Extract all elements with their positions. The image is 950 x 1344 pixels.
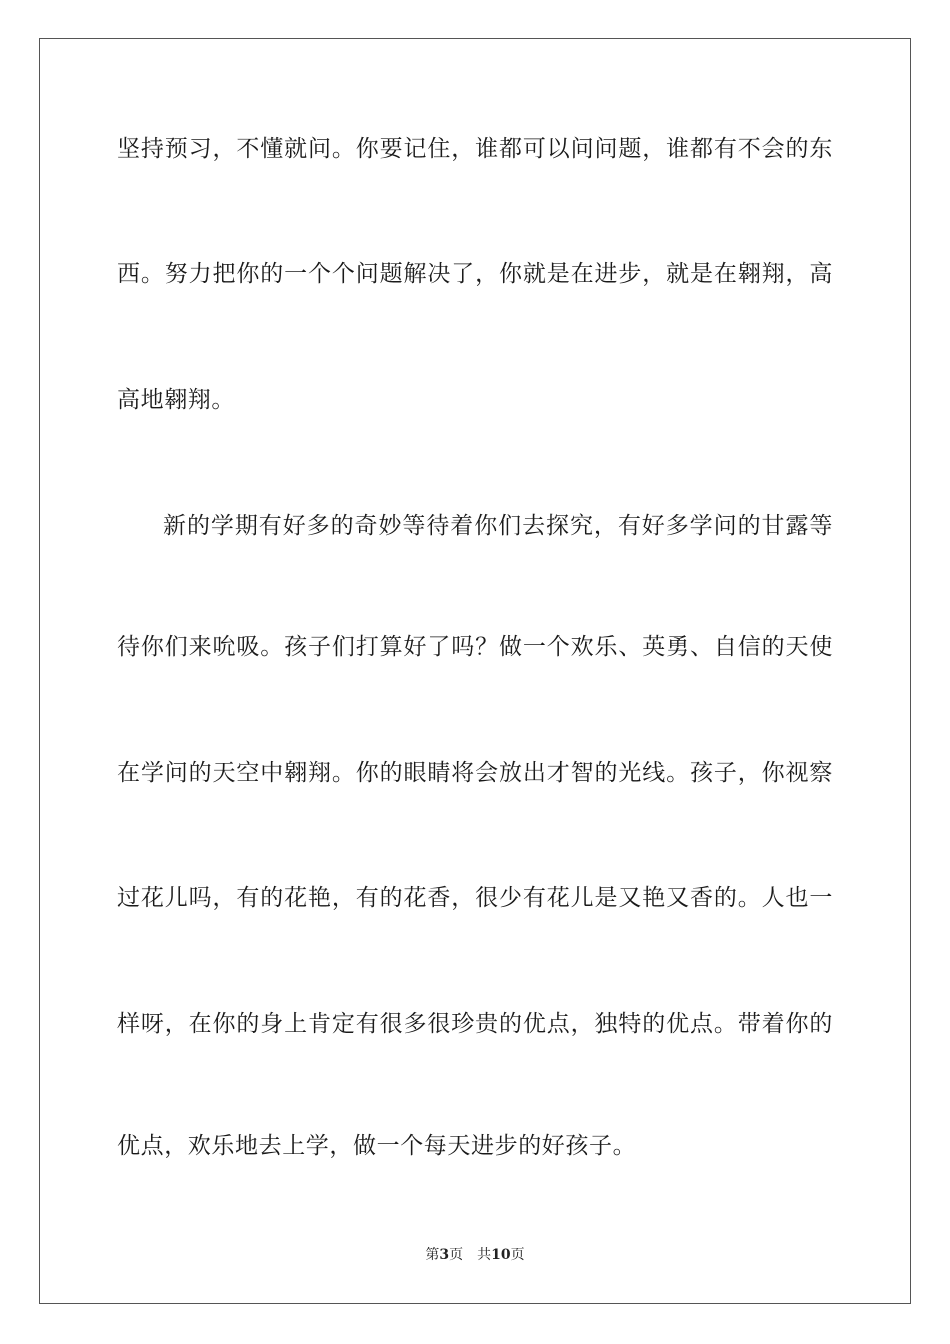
footer-total-pages: 10	[491, 1247, 511, 1263]
page-border	[39, 38, 911, 1304]
paragraph-line: 坚持预习，不懂就问。你要记住，谁都可以问问题，谁都有不会的东	[117, 136, 833, 162]
paragraph-line: 优点，欢乐地去上学，做一个每天进步的好孩子。	[117, 1133, 637, 1159]
paragraph-line: 样呀，在你的身上肯定有很多很珍贵的优点，独特的优点。带着你的	[117, 1011, 833, 1037]
footer-page-number: 3	[439, 1247, 450, 1263]
footer-total-suffix: 页	[510, 1247, 525, 1263]
page-footer	[0, 1246, 950, 1264]
paragraph-line: 西。努力把你的一个个问题解决了，你就是在进步，就是在翱翔，高	[117, 261, 833, 287]
footer-page-suffix: 页	[449, 1247, 464, 1263]
paragraph-line: 过花儿吗，有的花艳，有的花香，很少有花儿是又艳又香的。人也一	[117, 885, 833, 911]
paragraph-line: 高地翱翔。	[117, 387, 235, 413]
footer-total-prefix: 共	[477, 1247, 492, 1263]
paragraph-line: 在学问的天空中翱翔。你的眼睛将会放出才智的光线。孩子，你视察	[117, 760, 833, 786]
paragraph-line: 新的学期有好多的奇妙等待着你们去探究，有好多学问的甘露等	[163, 513, 833, 539]
footer-page-prefix: 第	[425, 1247, 440, 1263]
paragraph-line: 待你们来吮吸。孩子们打算好了吗？做一个欢乐、英勇、自信的天使	[117, 634, 833, 660]
